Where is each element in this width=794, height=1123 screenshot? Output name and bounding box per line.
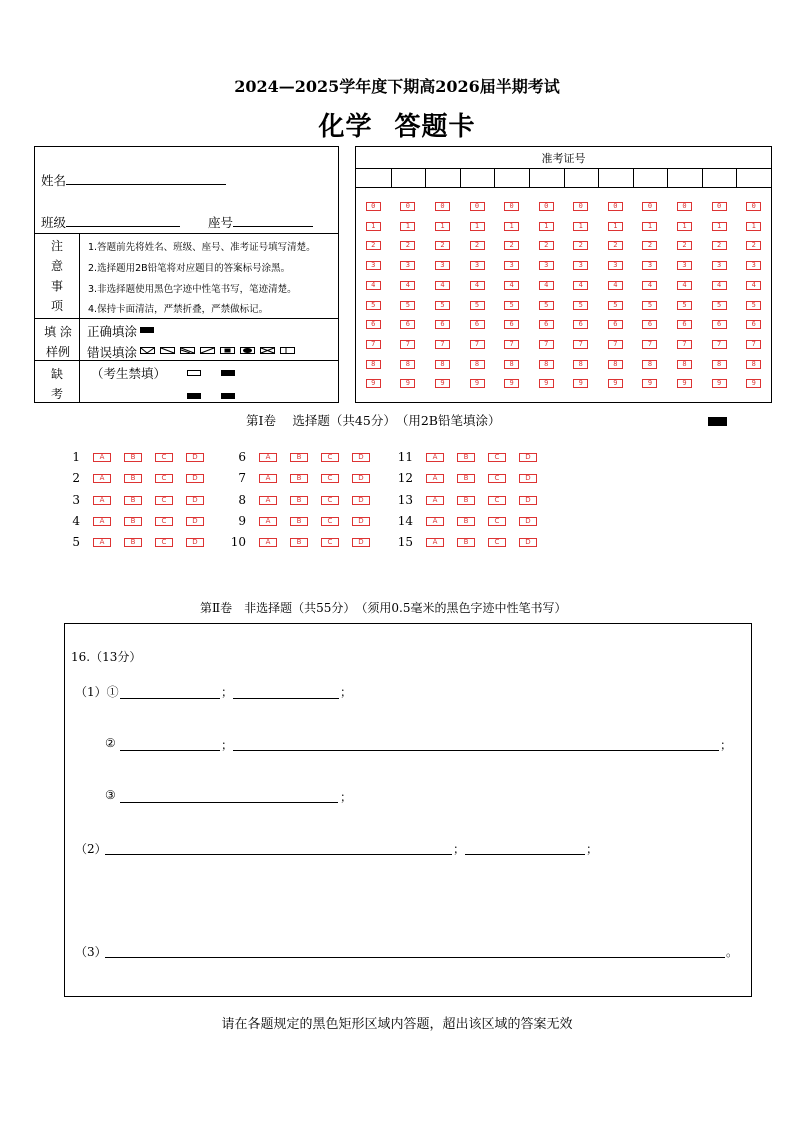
section1-title: 第Ⅰ卷 选择题（共45分） （用2B铅笔填涂）: [246, 413, 501, 428]
option-bubble[interactable]: C: [488, 453, 506, 462]
digit-bubble[interactable]: 6: [677, 320, 692, 329]
digit-bubble[interactable]: 7: [435, 340, 450, 349]
digit-bubble[interactable]: 5: [642, 301, 657, 310]
option-bubble[interactable]: D: [352, 496, 370, 505]
option-bubble[interactable]: D: [519, 538, 537, 547]
exam-number-divider: [702, 168, 703, 187]
digit-bubble[interactable]: 2: [400, 241, 415, 250]
digit-bubble[interactable]: 1: [573, 222, 588, 231]
digit-bubble[interactable]: 3: [608, 261, 623, 270]
option-bubble[interactable]: C: [155, 474, 173, 483]
digit-bubble[interactable]: 8: [435, 360, 450, 369]
digit-bubble[interactable]: 9: [539, 379, 554, 388]
option-bubble[interactable]: B: [124, 517, 142, 526]
option-bubble[interactable]: B: [457, 474, 475, 483]
option-bubble[interactable]: B: [290, 538, 308, 547]
answer-line[interactable]: [120, 750, 220, 751]
digit-bubble[interactable]: 4: [504, 281, 519, 290]
option-bubble[interactable]: C: [155, 517, 173, 526]
digit-bubble[interactable]: 4: [366, 281, 381, 290]
digit-bubble[interactable]: 6: [712, 320, 727, 329]
notice-4: 4.保持卡面清洁，严禁折叠，严禁做标记。: [88, 304, 269, 315]
option-bubble[interactable]: B: [457, 517, 475, 526]
digit-bubble[interactable]: 4: [712, 281, 727, 290]
student-info-box: [34, 146, 339, 403]
option-bubble[interactable]: C: [488, 496, 506, 505]
option-bubble[interactable]: C: [155, 538, 173, 547]
absent-note: （考生禁填）: [91, 366, 167, 381]
digit-bubble[interactable]: 0: [470, 202, 485, 211]
exam-number-title: 准考证号: [541, 152, 586, 165]
wrong-fill-samples: [140, 346, 312, 355]
notice-2: 2.选择题用2B铅笔将对应题目的答案标号涂黑。: [88, 263, 291, 274]
exam-number-divider: [391, 168, 392, 187]
digit-bubble[interactable]: 6: [504, 320, 519, 329]
digit-bubble[interactable]: 4: [539, 281, 554, 290]
option-bubble[interactable]: A: [93, 538, 111, 547]
absent-char: 考: [50, 387, 63, 401]
digit-bubble[interactable]: 4: [470, 281, 485, 290]
section2-title: 第Ⅱ卷 非选择题（共55分） （须用0.5毫米的黑色字迹中性笔书写）: [200, 601, 567, 615]
digit-bubble[interactable]: 9: [573, 379, 588, 388]
digit-bubble[interactable]: 1: [400, 222, 415, 231]
absent-mark-filled: [221, 370, 235, 376]
question-number: 7: [238, 471, 246, 486]
option-bubble[interactable]: B: [457, 453, 475, 462]
option-bubble[interactable]: C: [155, 453, 173, 462]
part1-label: （1）①: [75, 685, 119, 699]
digit-bubble[interactable]: 6: [470, 320, 485, 329]
seat-underline: [233, 214, 313, 227]
digit-bubble[interactable]: 2: [746, 241, 761, 250]
option-bubble[interactable]: C: [321, 538, 339, 547]
option-bubble[interactable]: B: [124, 474, 142, 483]
question-number: 5: [72, 535, 80, 550]
digit-bubble[interactable]: 8: [608, 360, 623, 369]
part1-2-label: ②: [105, 736, 116, 750]
name-underline: [66, 172, 226, 185]
digit-bubble[interactable]: 6: [746, 320, 761, 329]
option-bubble[interactable]: D: [186, 538, 204, 547]
notice-char: 意: [50, 259, 63, 273]
digit-bubble[interactable]: 4: [642, 281, 657, 290]
exam-number-divider: [494, 168, 495, 187]
question-number: 12: [397, 471, 413, 486]
digit-bubble[interactable]: 5: [470, 301, 485, 310]
option-bubble[interactable]: A: [259, 474, 277, 483]
digit-bubble[interactable]: 7: [400, 340, 415, 349]
digit-bubble[interactable]: 1: [504, 222, 519, 231]
digit-bubble[interactable]: 0: [504, 202, 519, 211]
digit-bubble[interactable]: 3: [400, 261, 415, 270]
answer-line[interactable]: [105, 957, 725, 958]
digit-bubble[interactable]: 2: [677, 241, 692, 250]
notice-char: 注: [50, 239, 63, 253]
answer-line[interactable]: [120, 698, 220, 699]
answer-line[interactable]: [120, 802, 338, 803]
digit-bubble[interactable]: 9: [608, 379, 623, 388]
semicolon: ；: [453, 842, 466, 856]
digit-bubble[interactable]: 3: [504, 261, 519, 270]
semicolon: ；: [221, 685, 234, 699]
option-bubble[interactable]: A: [93, 474, 111, 483]
digit-bubble[interactable]: 7: [608, 340, 623, 349]
digit-bubble[interactable]: 5: [712, 301, 727, 310]
exam-number-divider: [460, 168, 461, 187]
digit-bubble[interactable]: 3: [642, 261, 657, 270]
option-bubble[interactable]: B: [124, 496, 142, 505]
option-bubble[interactable]: C: [321, 496, 339, 505]
option-bubble[interactable]: B: [290, 453, 308, 462]
digit-bubble[interactable]: 6: [608, 320, 623, 329]
digit-bubble[interactable]: 6: [400, 320, 415, 329]
answer-line[interactable]: [105, 854, 452, 855]
digit-bubble[interactable]: 9: [677, 379, 692, 388]
digit-bubble[interactable]: 4: [746, 281, 761, 290]
digit-bubble[interactable]: 0: [573, 202, 588, 211]
semicolon: ；: [221, 738, 234, 752]
correct-fill-sample: [140, 327, 154, 333]
option-bubble[interactable]: D: [519, 474, 537, 483]
semicolon: ；: [586, 842, 599, 856]
option-bubble[interactable]: D: [352, 474, 370, 483]
option-bubble[interactable]: A: [93, 496, 111, 505]
digit-bubble[interactable]: 9: [435, 379, 450, 388]
option-bubble[interactable]: A: [259, 538, 277, 547]
digit-bubble[interactable]: 3: [539, 261, 554, 270]
q16-title: 16.（13分）: [71, 650, 142, 664]
option-bubble[interactable]: A: [426, 474, 444, 483]
digit-bubble[interactable]: 5: [539, 301, 554, 310]
digit-bubble[interactable]: 8: [539, 360, 554, 369]
digit-bubble[interactable]: 6: [573, 320, 588, 329]
option-bubble[interactable]: B: [457, 496, 475, 505]
digit-bubble[interactable]: 3: [677, 261, 692, 270]
exam-number-divider: [529, 168, 530, 187]
option-bubble[interactable]: A: [426, 453, 444, 462]
question-number: 8: [238, 492, 246, 507]
digit-bubble[interactable]: 6: [642, 320, 657, 329]
exam-number-divider: [598, 168, 599, 187]
option-bubble[interactable]: D: [186, 517, 204, 526]
digit-bubble[interactable]: 1: [677, 222, 692, 231]
option-bubble[interactable]: B: [124, 453, 142, 462]
option-bubble[interactable]: A: [426, 496, 444, 505]
exam-number-divider: [667, 168, 668, 187]
subject-label: 化学: [318, 112, 373, 142]
option-bubble[interactable]: D: [352, 453, 370, 462]
card-title: [0, 106, 794, 143]
digit-bubble[interactable]: 8: [677, 360, 692, 369]
digit-bubble[interactable]: 0: [712, 202, 727, 211]
exam-title: 2024—2025学年度下期高2026届半期考试: [234, 77, 560, 96]
option-bubble[interactable]: D: [519, 453, 537, 462]
digit-bubble[interactable]: 5: [435, 301, 450, 310]
digit-bubble[interactable]: 6: [366, 320, 381, 329]
digit-bubble[interactable]: 7: [366, 340, 381, 349]
question-number: 13: [397, 492, 413, 507]
class-underline: [66, 214, 180, 227]
digit-bubble[interactable]: 4: [677, 281, 692, 290]
part1-3-label: ③: [105, 788, 116, 802]
digit-bubble[interactable]: 0: [400, 202, 415, 211]
notice-char: 事: [50, 279, 63, 293]
digit-bubble[interactable]: 2: [504, 241, 519, 250]
exam-number-divider: [564, 168, 565, 187]
question-number: 4: [72, 513, 80, 528]
digit-bubble[interactable]: 7: [504, 340, 519, 349]
absent-mark-empty[interactable]: [187, 370, 201, 376]
digit-bubble[interactable]: 4: [573, 281, 588, 290]
digit-bubble[interactable]: 7: [470, 340, 485, 349]
digit-bubble[interactable]: 2: [539, 241, 554, 250]
question-number: 3: [72, 492, 80, 507]
digit-bubble[interactable]: 3: [366, 261, 381, 270]
option-bubble[interactable]: D: [186, 496, 204, 505]
option-bubble[interactable]: D: [519, 517, 537, 526]
option-bubble[interactable]: C: [488, 517, 506, 526]
digit-bubble[interactable]: 1: [746, 222, 761, 231]
wrong-fill-label: 错误填涂: [87, 345, 138, 360]
digit-bubble[interactable]: 8: [504, 360, 519, 369]
digit-bubble[interactable]: 8: [400, 360, 415, 369]
digit-bubble[interactable]: 1: [366, 222, 381, 231]
class-field[interactable]: [41, 213, 180, 231]
digit-bubble[interactable]: 3: [435, 261, 450, 270]
digit-bubble[interactable]: 0: [642, 202, 657, 211]
answer-line[interactable]: [233, 698, 339, 699]
digit-bubble[interactable]: 5: [746, 301, 761, 310]
option-bubble[interactable]: A: [426, 538, 444, 547]
option-bubble[interactable]: D: [186, 453, 204, 462]
option-bubble[interactable]: A: [259, 496, 277, 505]
exam-number-divider: [425, 168, 426, 187]
option-bubble[interactable]: C: [155, 496, 173, 505]
digit-bubble[interactable]: 7: [539, 340, 554, 349]
digit-bubble[interactable]: 8: [573, 360, 588, 369]
digit-bubble[interactable]: 8: [470, 360, 485, 369]
semicolon: ；: [340, 685, 353, 699]
digit-bubble[interactable]: 2: [642, 241, 657, 250]
part3-label: （3）: [75, 945, 107, 959]
digit-bubble[interactable]: 5: [677, 301, 692, 310]
digit-bubble[interactable]: 5: [400, 301, 415, 310]
period: 。: [726, 945, 739, 959]
answer-card-label: 答题卡: [394, 112, 476, 142]
option-bubble[interactable]: C: [321, 517, 339, 526]
semicolon: ；: [340, 790, 353, 804]
option-bubble[interactable]: B: [290, 517, 308, 526]
digit-bubble[interactable]: 9: [470, 379, 485, 388]
digit-bubble[interactable]: 0: [435, 202, 450, 211]
digit-bubble[interactable]: 8: [366, 360, 381, 369]
option-bubble[interactable]: B: [290, 496, 308, 505]
digit-bubble[interactable]: 3: [712, 261, 727, 270]
digit-bubble[interactable]: 5: [504, 301, 519, 310]
exam-number-divider: [736, 168, 737, 187]
correct-fill-label: 正确填涂: [87, 324, 138, 339]
digit-bubble[interactable]: 0: [366, 202, 381, 211]
digit-bubble[interactable]: 7: [573, 340, 588, 349]
digit-bubble[interactable]: 9: [712, 379, 727, 388]
digit-bubble[interactable]: 7: [677, 340, 692, 349]
question-number: 1: [72, 450, 80, 464]
seat-field[interactable]: [208, 213, 313, 231]
question-number: 11: [397, 450, 413, 464]
digit-bubble[interactable]: 5: [573, 301, 588, 310]
digit-bubble[interactable]: 3: [573, 261, 588, 270]
option-bubble[interactable]: D: [352, 517, 370, 526]
digit-bubble[interactable]: 5: [366, 301, 381, 310]
digit-bubble[interactable]: 6: [435, 320, 450, 329]
digit-bubble[interactable]: 9: [366, 379, 381, 388]
digit-bubble[interactable]: 1: [435, 222, 450, 231]
question-number: 9: [238, 513, 246, 528]
question-16-box: [64, 623, 752, 997]
digit-bubble[interactable]: 3: [746, 261, 761, 270]
exam-number-divider: [633, 168, 634, 187]
digit-bubble[interactable]: 4: [435, 281, 450, 290]
option-bubble[interactable]: D: [186, 474, 204, 483]
option-bubble[interactable]: C: [488, 474, 506, 483]
digit-bubble[interactable]: 1: [470, 222, 485, 231]
digit-bubble[interactable]: 0: [539, 202, 554, 211]
digit-bubble[interactable]: 5: [608, 301, 623, 310]
digit-bubble[interactable]: 1: [539, 222, 554, 231]
digit-bubble[interactable]: 1: [712, 222, 727, 231]
notice-char: 项: [50, 299, 63, 313]
digit-bubble[interactable]: 2: [470, 241, 485, 250]
option-bubble[interactable]: A: [93, 453, 111, 462]
option-bubble[interactable]: A: [93, 517, 111, 526]
digit-bubble[interactable]: 0: [746, 202, 761, 211]
absent-mark-filled: [221, 393, 235, 399]
exam-number-grid: [355, 146, 772, 403]
footer-instruction: 请在各题规定的黑色矩形区域内答题，超出该区域的答案无效: [221, 1017, 573, 1032]
digit-bubble[interactable]: 2: [366, 241, 381, 250]
option-bubble[interactable]: B: [290, 474, 308, 483]
digit-bubble[interactable]: 8: [642, 360, 657, 369]
digit-bubble[interactable]: 9: [400, 379, 415, 388]
part2-label: （2）: [75, 842, 107, 856]
option-bubble[interactable]: B: [124, 538, 142, 547]
digit-bubble[interactable]: 1: [608, 222, 623, 231]
digit-bubble[interactable]: 8: [746, 360, 761, 369]
question-number: 10: [230, 535, 246, 550]
digit-bubble[interactable]: 3: [470, 261, 485, 270]
digit-bubble[interactable]: 6: [539, 320, 554, 329]
option-bubble[interactable]: A: [259, 453, 277, 462]
option-bubble[interactable]: C: [321, 474, 339, 483]
option-bubble[interactable]: D: [519, 496, 537, 505]
question-number: 2: [72, 471, 80, 486]
digit-bubble[interactable]: 4: [608, 281, 623, 290]
absent-mark-filled: [187, 393, 201, 399]
digit-bubble[interactable]: 0: [677, 202, 692, 211]
digit-bubble[interactable]: 0: [608, 202, 623, 211]
option-bubble[interactable]: D: [352, 538, 370, 547]
notice-3: 3.非选择题使用黑色字迹中性笔书写，笔迹清楚。: [88, 284, 297, 295]
digit-bubble[interactable]: 2: [573, 241, 588, 250]
digit-bubble[interactable]: 2: [435, 241, 450, 250]
digit-bubble[interactable]: 8: [712, 360, 727, 369]
position-mark: [708, 417, 727, 426]
fill-sample-label: 样例: [45, 345, 70, 359]
name-label: 姓名: [41, 173, 67, 188]
option-bubble[interactable]: C: [488, 538, 506, 547]
question-number: 15: [397, 535, 413, 550]
option-bubble[interactable]: C: [321, 453, 339, 462]
option-bubble[interactable]: A: [426, 517, 444, 526]
digit-bubble[interactable]: 9: [642, 379, 657, 388]
answer-line[interactable]: [465, 854, 585, 855]
digit-bubble[interactable]: 7: [642, 340, 657, 349]
class-label: 班级: [41, 215, 67, 230]
option-bubble[interactable]: B: [457, 538, 475, 547]
digit-bubble[interactable]: 4: [400, 281, 415, 290]
name-field[interactable]: [41, 171, 226, 189]
digit-bubble[interactable]: 7: [746, 340, 761, 349]
question-number: 14: [397, 513, 413, 528]
digit-bubble[interactable]: 1: [642, 222, 657, 231]
digit-bubble[interactable]: 9: [504, 379, 519, 388]
digit-bubble[interactable]: 2: [712, 241, 727, 250]
fill-sample-label: 填 涂: [44, 325, 72, 339]
seat-label: 座号: [208, 215, 234, 230]
answer-line[interactable]: [233, 750, 719, 751]
digit-bubble[interactable]: 2: [608, 241, 623, 250]
absent-char: 缺: [50, 367, 63, 381]
option-bubble[interactable]: A: [259, 517, 277, 526]
notice-1: 1.答题前先将姓名、班级、座号、准考证号填写清楚。: [88, 242, 316, 253]
semicolon: ；: [720, 738, 733, 752]
digit-bubble[interactable]: 9: [746, 379, 761, 388]
digit-bubble[interactable]: 7: [712, 340, 727, 349]
question-number: 6: [238, 450, 246, 464]
